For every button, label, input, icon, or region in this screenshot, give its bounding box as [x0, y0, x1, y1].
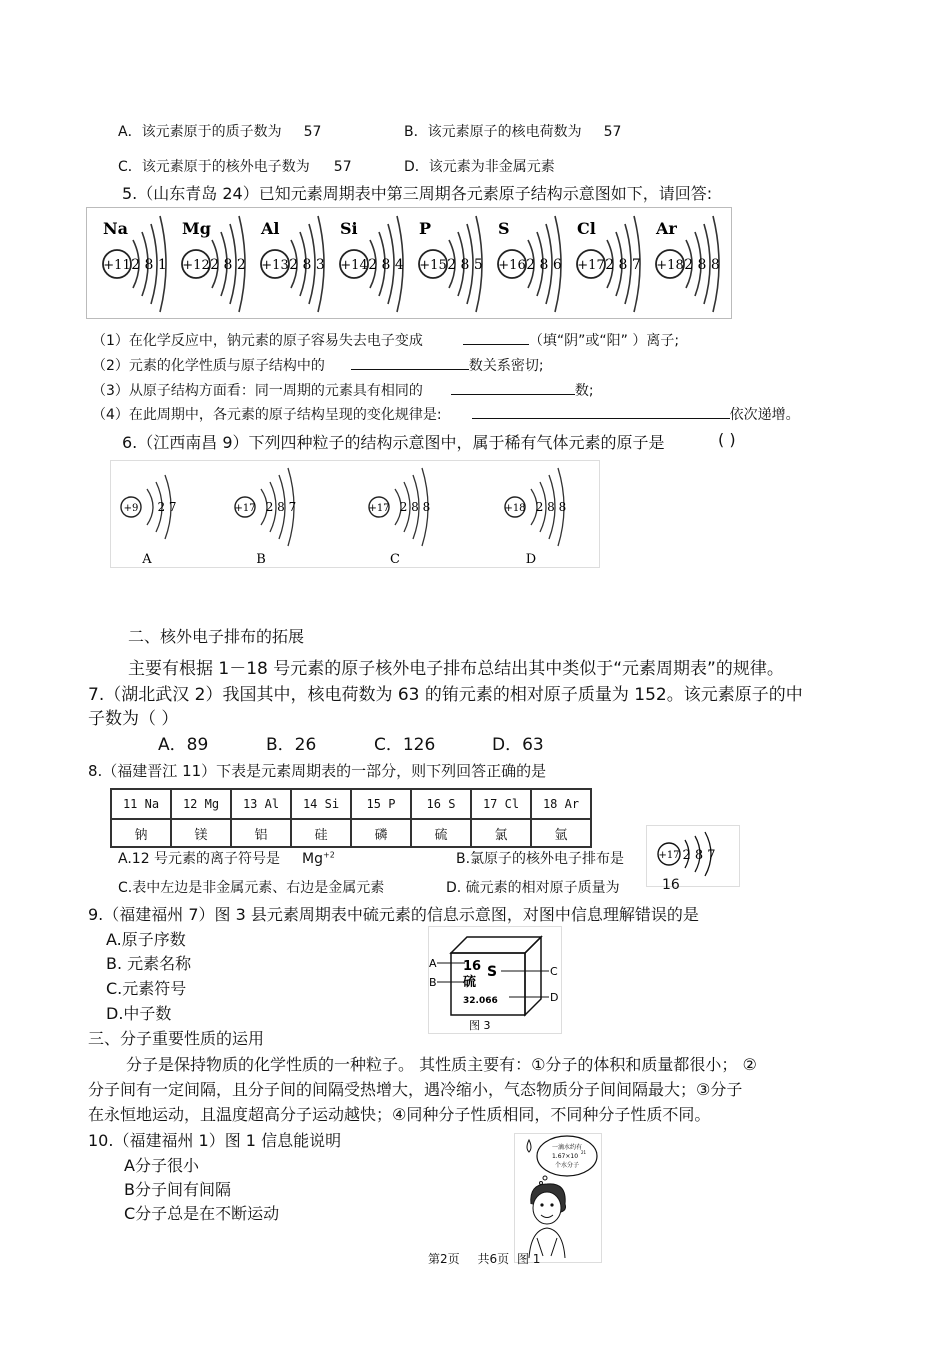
shell-counts: 2 8 8 — [399, 500, 431, 514]
q7-line1: 7.（湖北武汉 2）我国其中，核电荷数为 63 的铕元素的相对原子质量为 152。该元素原子的中 — [88, 685, 803, 705]
section2-title: 二、核外电子排布的拓展 — [128, 627, 305, 646]
nucleus-label: +17 — [577, 258, 605, 273]
pt-cell-symbol: 13 Al — [231, 789, 291, 819]
nucleus-label: +12 — [182, 258, 210, 273]
q9-option-b: B. 元素名称 — [106, 954, 192, 973]
q10-option-a: A分子很小 — [124, 1156, 199, 1175]
atom-symbol: Ar — [656, 219, 677, 238]
section2-intro: 主要有根据 1－18 号元素的原子核外电子排布总结出其中类似于“元素周期表”的规律。 — [128, 659, 784, 679]
q5-sub3: （3）从原子结构方面看：同一周期的元素具有相同的 数; — [92, 380, 594, 400]
pt-cell-name: 镁 — [171, 819, 231, 847]
section3-p1: 分子是保持物质的化学性质的一种粒子。 其性质主要有：①分子的体积和质量都很小； ② — [126, 1055, 757, 1074]
pt-cell-symbol: 15 P — [351, 789, 411, 819]
figure-1-caption: 图 1 — [516, 1252, 541, 1266]
q4-option-d: D．该元素为非金属元素 — [404, 159, 555, 175]
shell-counts: 2 8 8 — [535, 500, 567, 514]
q8-stem: 8.（福建晋江 11）下表是元素周期表的一部分，则下列回答正确的是 — [88, 762, 547, 780]
particle-a — [121, 475, 177, 567]
q9-option-d: D.中子数 — [106, 1004, 172, 1023]
atom-symbol: Mg — [182, 219, 211, 238]
shell-counts: 2 8 4 — [368, 257, 404, 273]
element-mass: 32.066 — [463, 996, 498, 1006]
pt-cell-name: 磷 — [351, 819, 411, 847]
pt-cell-name: 铝 — [231, 819, 291, 847]
q6-stem: 6.（江西南昌 9）下列四种粒子的结构示意图中，属于稀有气体元素的原子是 — [122, 433, 665, 452]
q4-option-a: A．该元素原于的质子数为 57 — [118, 124, 322, 140]
nucleus-label: +9 — [123, 503, 139, 514]
q10-option-c: C分子总是在不断运动 — [124, 1204, 280, 1223]
q7-line2: 子数为（ ） — [88, 709, 179, 729]
q9-option-a: A.原子序数 — [106, 930, 186, 949]
shell-counts: 2 8 7 — [265, 500, 297, 514]
q5-stem: 5.（山东青岛 24）已知元素周期表中第三周期各元素原子结构示意图如下，请回答: — [122, 184, 713, 203]
atom-cl — [577, 216, 641, 312]
particle-label: D — [525, 552, 537, 567]
q7-option-d: D．63 — [492, 735, 544, 755]
q4-option-c: C．该元素原于的核外电子数为 57 — [118, 159, 352, 175]
q10-option-b: B分子间有间隔 — [124, 1180, 231, 1199]
q9-option-c: C.元素符号 — [106, 979, 187, 998]
page-number: 第2页 — [428, 1252, 460, 1266]
q7-option-b: B．26 — [266, 735, 317, 755]
atom-symbol: Cl — [577, 219, 596, 238]
nucleus-label: +13 — [261, 258, 289, 273]
section3-p2: 分子间有一定间隔，且分子间的间隔受热增大，遇冷缩小，气态物质分子间间隔最大；③分子 — [88, 1080, 743, 1099]
atom-p — [419, 216, 483, 312]
electron-shell-arc — [147, 489, 153, 525]
particle-c — [368, 468, 430, 567]
atom-ar — [655, 216, 720, 312]
q4-option-b: B．该元素原子的核电荷数为 57 — [404, 124, 622, 140]
q7-option-a: A．89 — [158, 735, 209, 755]
element-name: 硫 — [463, 975, 477, 990]
nucleus-label: +17 — [368, 503, 390, 514]
bubble-exponent: 21 — [581, 1150, 587, 1155]
q7-option-c: C．126 — [374, 735, 436, 755]
pt-cell-name: 氩 — [531, 819, 591, 847]
pt-cell-symbol: 11 Na — [111, 789, 171, 819]
nucleus-label: +14 — [340, 258, 368, 273]
nucleus-label: +17 — [234, 503, 256, 514]
pt-cell-name: 硫 — [411, 819, 471, 847]
page-footer — [428, 1250, 540, 1267]
cl-shells-label: 2 8 7 — [682, 848, 716, 863]
cl-nucleus-label: +17 — [658, 850, 680, 861]
q8-option-a: A.12 号元素的离子符号是 $Mg^{+2}$ — [118, 850, 335, 867]
shell-counts: 2 8 5 — [447, 257, 483, 273]
q6-particles-svg — [111, 461, 599, 567]
shell-counts: 2 8 8 — [684, 257, 720, 273]
pt-cell-symbol: 14 Si — [291, 789, 351, 819]
nucleus-label: +11 — [103, 258, 131, 273]
q5-sub4: （4）在此周期中，各元素的原子结构呈现的变化规律是: 依次递增。 — [92, 404, 800, 424]
pt-cell-name: 氯 — [471, 819, 531, 847]
q5-sub1: （1）在化学反应中，钠元素的原子容易失去电子变成 （填“阴”或“阳” ）离子; — [92, 330, 679, 350]
pt-cell-name: 硅 — [291, 819, 351, 847]
pt-cell-symbol: 16 S — [411, 789, 471, 819]
q5-sub2: （2）元素的化学性质与原子结构中的 数关系密切; — [92, 355, 544, 375]
pt-cell-symbol: 12 Mg — [171, 789, 231, 819]
chlorine-atom-diagram — [646, 825, 740, 887]
atom-symbol: Al — [261, 219, 280, 238]
shell-counts: 2 8 6 — [526, 257, 562, 273]
label-a: A — [429, 957, 437, 970]
q8-option-d: D. 硫元素的相对原子质量为 — [446, 880, 620, 896]
element-symbol: S — [487, 964, 498, 980]
q6-particle-diagrams — [110, 460, 600, 568]
atom-al — [260, 216, 325, 312]
periodic-table-fragment — [110, 788, 592, 848]
q10-stem: 10.（福建福州 1）图 1 信息能说明 — [88, 1131, 342, 1150]
particle-b — [234, 468, 296, 567]
label-b: B — [429, 976, 437, 989]
atom-symbol: Na — [103, 219, 128, 238]
shell-counts: 2 8 1 — [131, 257, 167, 273]
figure-1-cartoon — [514, 1133, 602, 1263]
atom-mg — [182, 216, 246, 312]
q8-option-c: C.表中左边是非金属元素、右边是金属元素 — [118, 880, 385, 896]
particle-label: B — [256, 552, 266, 567]
bubble-line-3: 个水分子 — [554, 1162, 580, 1169]
label-d: D — [550, 991, 559, 1004]
section3-title: 三、分子重要性质的运用 — [88, 1029, 265, 1048]
label-c: C — [550, 965, 558, 978]
q5-atom-diagram-strip — [86, 207, 732, 319]
q8-option-d-value: 16 — [662, 877, 680, 893]
sulfur-element-card-figure — [428, 926, 562, 1034]
q9-stem: 9.（福建福州 7）图 3 县元素周期表中硫元素的信息示意图，对图中信息理解错误的是 — [88, 905, 699, 924]
atom-si — [340, 216, 404, 312]
q6-answer-paren: ( ) — [718, 430, 736, 449]
particle-label: A — [142, 552, 152, 567]
atom-na — [103, 216, 167, 312]
figure-3-caption: 图 3 — [469, 1019, 491, 1032]
particle-d — [504, 468, 566, 567]
bubble-line-2: 1.67×10 — [551, 1153, 579, 1160]
page-total: 共6页 — [477, 1252, 510, 1266]
atom-symbol: Si — [340, 219, 358, 238]
section3-p3: 在永恒地运动，且温度超高分子运动越快；④同种分子性质相同，不同种分子性质不同。 — [88, 1105, 711, 1124]
atom-s — [498, 216, 562, 312]
nucleus-label: +18 — [656, 258, 684, 273]
q5-atoms-svg — [87, 208, 731, 318]
bubble-line-1: 一滴水约有 — [551, 1144, 583, 1151]
shell-counts: 2 8 3 — [289, 257, 325, 273]
pt-cell-name: 钠 — [111, 819, 171, 847]
atom-symbol: S — [498, 219, 510, 238]
shell-counts: 2 8 7 — [605, 257, 641, 273]
nucleus-label: +18 — [504, 503, 526, 514]
nucleus-label: +15 — [419, 258, 447, 273]
shell-counts: 2 8 2 — [210, 257, 246, 273]
nucleus-label: +16 — [498, 258, 526, 273]
q8-option-b: B.氯原子的核外电子排布是 — [456, 851, 625, 867]
pt-cell-symbol: 17 Cl — [471, 789, 531, 819]
particle-label: C — [390, 552, 400, 567]
shell-counts: 2 7 — [157, 500, 177, 514]
pt-cell-symbol: 18 Ar — [531, 789, 591, 819]
atom-symbol: P — [419, 219, 432, 238]
element-number: 16 — [463, 959, 482, 974]
